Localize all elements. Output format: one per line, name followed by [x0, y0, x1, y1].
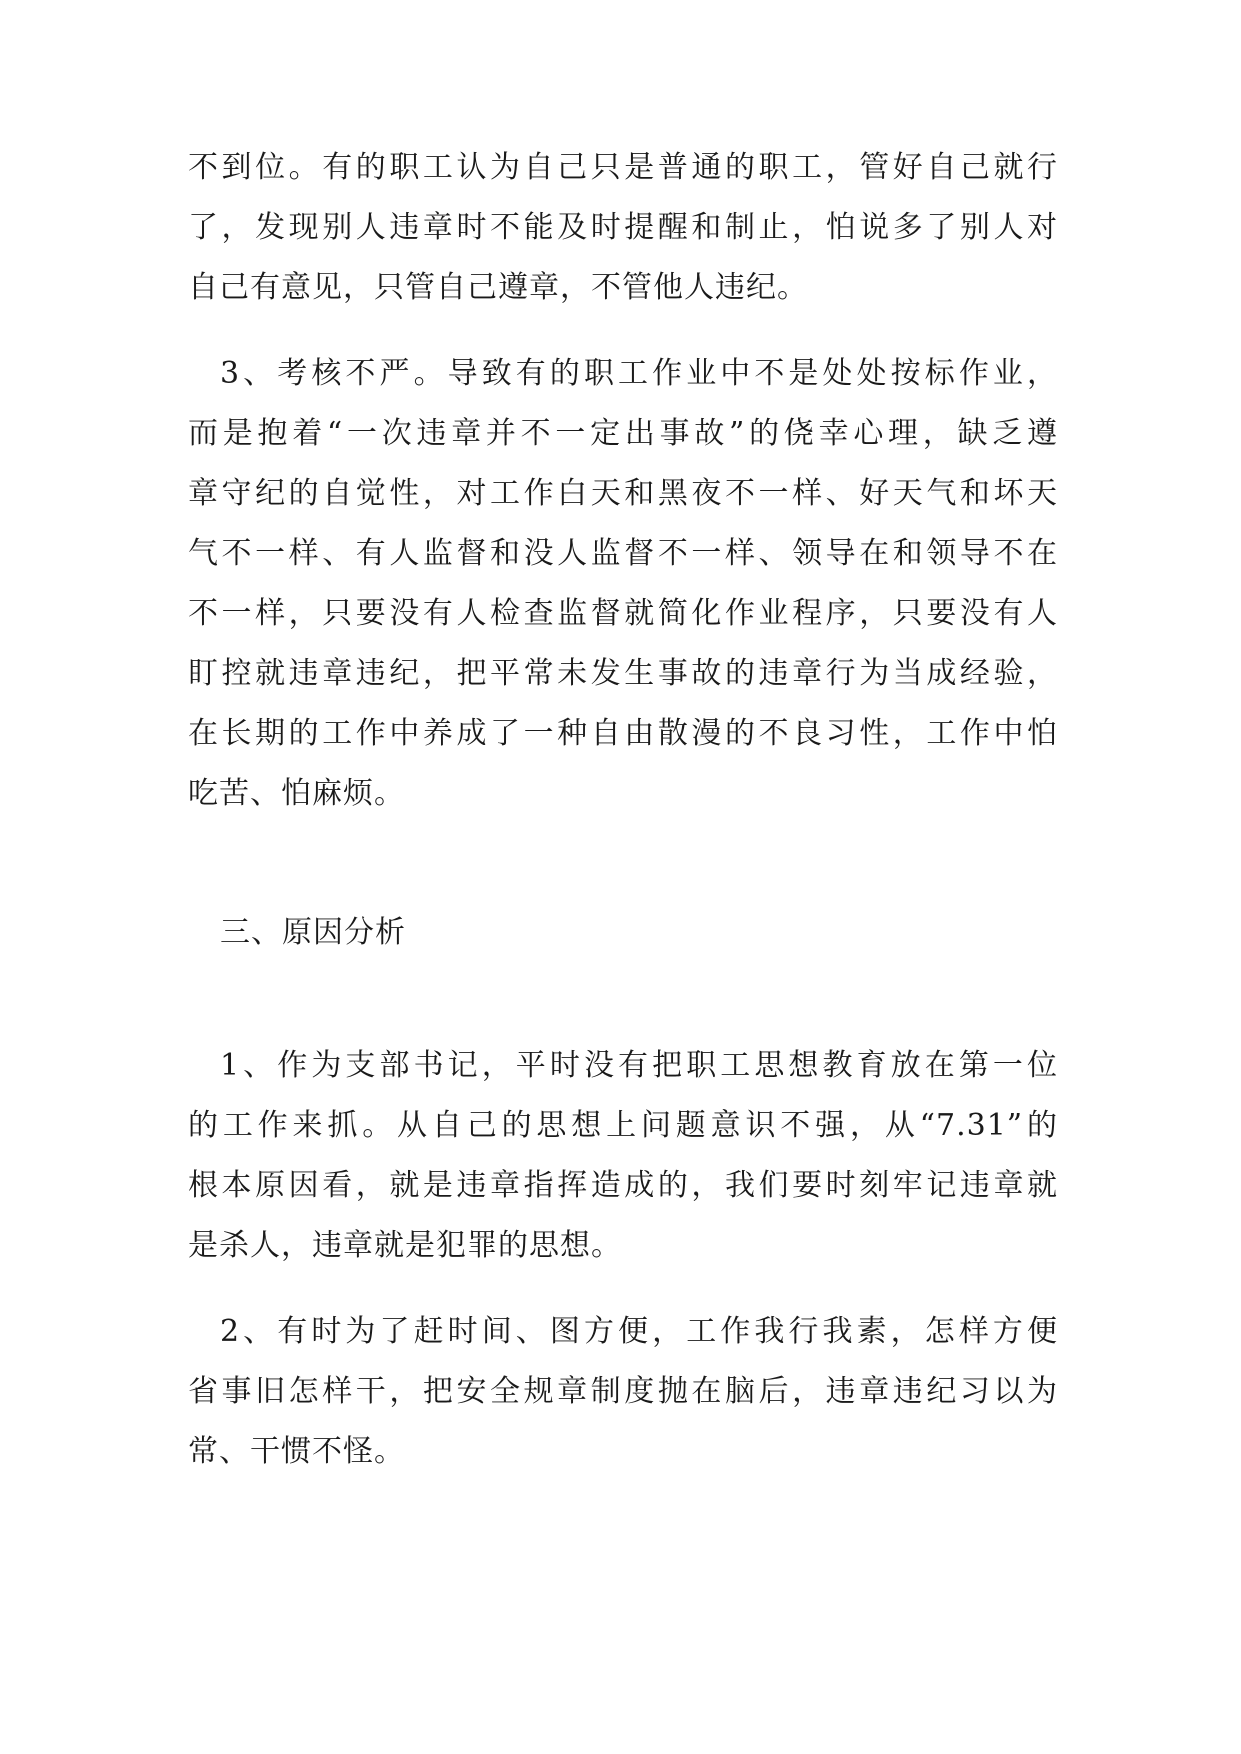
paragraph-line: 而是抱着“一次违章并不一定出事故”的侥幸心理，缺乏遵 [188, 416, 1058, 451]
paragraph-4 [188, 1302, 1058, 1482]
section-heading-block [188, 903, 1058, 963]
paragraph-line: 气不一样、有人监督和没人监督不一样、领导在和领导不在 [188, 536, 1058, 571]
paragraph-1 [188, 138, 1058, 318]
paragraph-line: 根本原因看，就是违章指挥造成的，我们要时刻牢记违章就 [188, 1168, 1058, 1203]
paragraph-line: 省事旧怎样干，把安全规章制度抛在脑后，违章违纪习以为 [188, 1374, 1058, 1409]
paragraph-line: 是杀人，违章就是犯罪的思想。 [188, 1228, 622, 1263]
paragraph-3 [188, 1036, 1058, 1276]
section-heading: 三、原因分析 [220, 915, 406, 950]
paragraph-line: 2、有时为了赶时间、图方便，工作我行我素，怎样方便 [220, 1314, 1058, 1349]
paragraph-line: 在长期的工作中养成了一种自由散漫的不良习性，工作中怕 [188, 716, 1058, 751]
paragraph-line: 自己有意见，只管自己遵章，不管他人违纪。 [188, 270, 808, 305]
paragraph-line: 1、作为支部书记，平时没有把职工思想教育放在第一位 [220, 1048, 1058, 1083]
paragraph-line: 的工作来抓。从自己的思想上问题意识不强，从“7.31”的 [188, 1108, 1058, 1143]
paragraph-line: 章守纪的自觉性，对工作白天和黑夜不一样、好天气和坏天 [188, 476, 1058, 511]
paragraph-line: 不到位。有的职工认为自己只是普通的职工，管好自己就行 [188, 150, 1058, 185]
paragraph-line: 不一样，只要没有人检查监督就简化作业程序，只要没有人 [188, 596, 1058, 631]
paragraph-line: 常、干惯不怪。 [188, 1434, 405, 1469]
paragraph-line: 了，发现别人违章时不能及时提醒和制止，怕说多了别人对 [188, 210, 1058, 245]
paragraph-2 [188, 344, 1058, 824]
paragraph-line: 吃苦、怕麻烦。 [188, 776, 405, 811]
paragraph-line: 3、考核不严。导致有的职工作业中不是处处按标作业， [220, 356, 1058, 391]
paragraph-line: 盯控就违章违纪，把平常未发生事故的违章行为当成经验， [188, 656, 1058, 691]
